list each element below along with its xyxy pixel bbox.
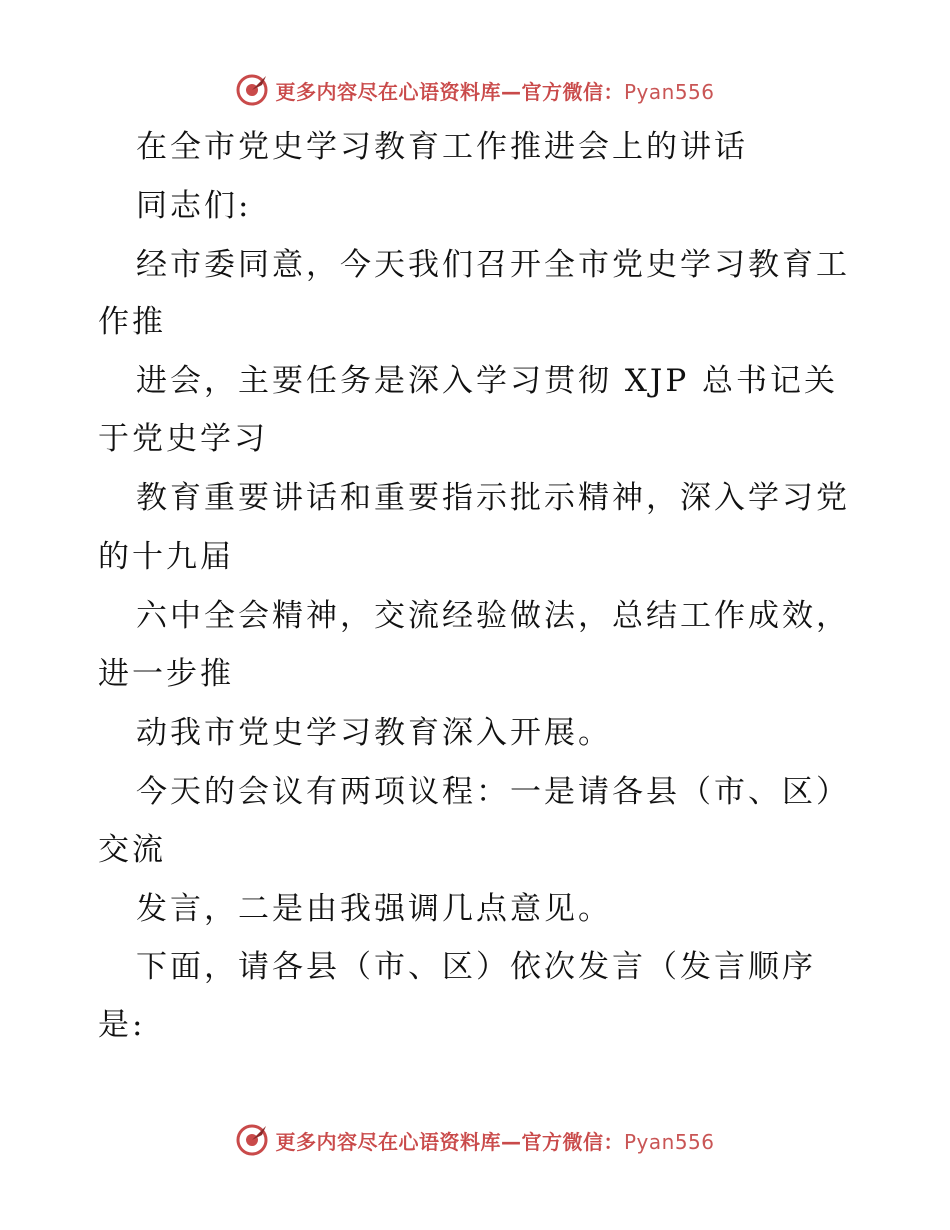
watermark-wechat-id: Pyan556 <box>623 79 715 104</box>
text-line: 于党史学习 <box>98 421 268 457</box>
quill-logo-icon <box>235 1123 269 1157</box>
text-line: 作推 <box>98 304 166 340</box>
watermark-main: 更多内容尽在心语资料库—官方微信： <box>275 1129 624 1154</box>
text-line: 经市委同意，今天我们召开全市党史学习教育工 <box>136 247 850 283</box>
salutation: 同志们: <box>136 188 252 224</box>
watermark-main: 更多内容尽在心语资料库—官方微信： <box>275 79 624 104</box>
text-line: 动我市党史学习教育深入开展。 <box>136 715 612 751</box>
document-title: 在全市党史学习教育工作推进会上的讲话 <box>136 129 748 165</box>
watermark-text <box>275 1126 714 1155</box>
text-line: 下面，请各县（市、区）依次发言（发言顺序 <box>136 949 816 985</box>
text-line: 交流 <box>98 832 166 868</box>
footer-watermark <box>0 1120 950 1160</box>
watermark-text <box>275 76 714 105</box>
watermark-wechat-id: Pyan556 <box>623 1129 715 1154</box>
text-line: 的十九届 <box>98 539 234 575</box>
text-line: 教育重要讲话和重要指示批示精神，深入学习党 <box>136 480 850 516</box>
text-line: 六中全会精神，交流经验做法，总结工作成效， <box>136 598 850 634</box>
quill-logo-icon <box>235 73 269 107</box>
text-line: 进一步推 <box>98 656 234 692</box>
text-line: 今天的会议有两项议程：一是请各县（市、区） <box>136 774 850 810</box>
text-line: 进会，主要任务是深入学习贯彻 XJP 总书记关 <box>136 363 839 399</box>
header-watermark <box>0 70 950 110</box>
text-line: 发言，二是由我强调几点意见。 <box>136 891 612 927</box>
text-line: 是: <box>98 1007 146 1043</box>
